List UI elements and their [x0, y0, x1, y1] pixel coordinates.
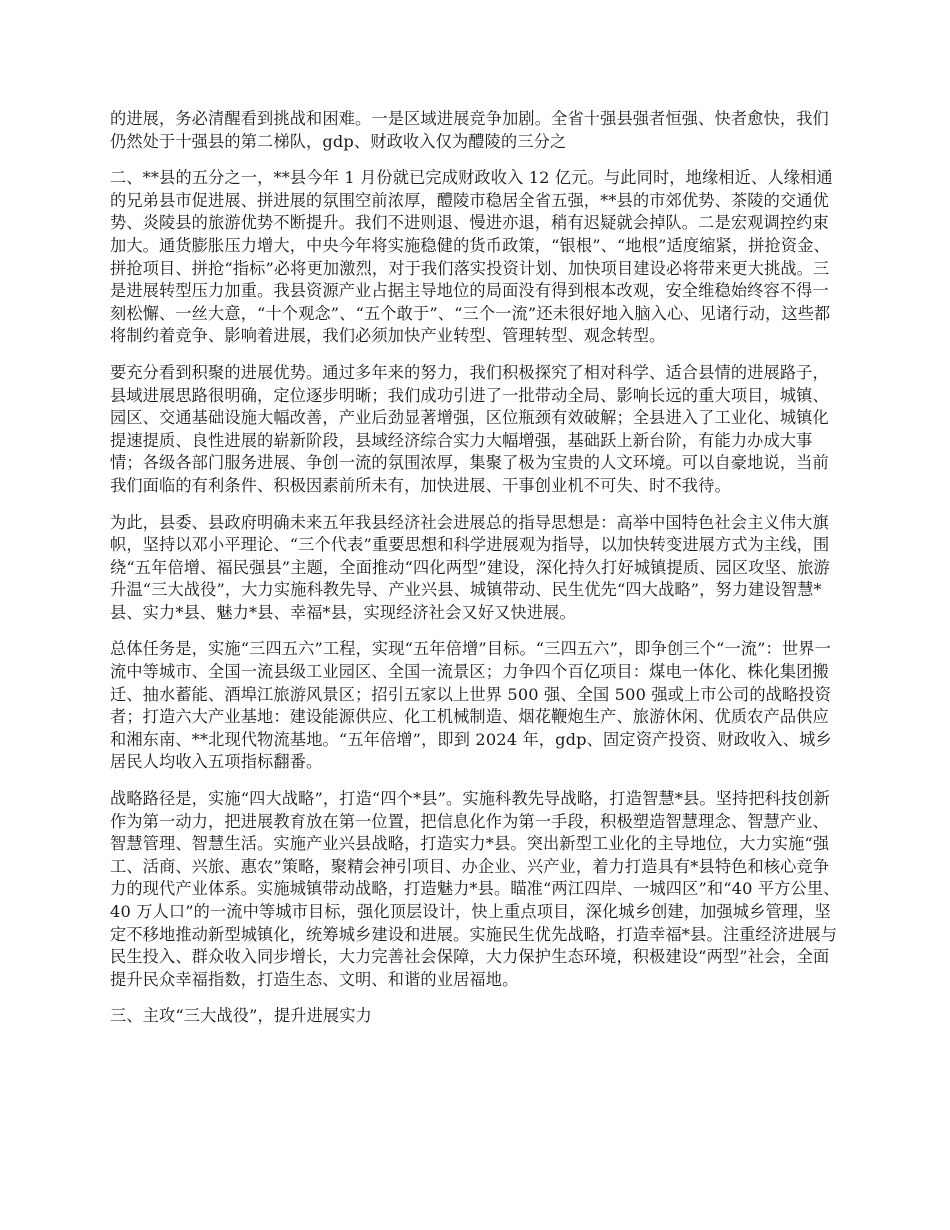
paragraph-guiding-ideology: 为此，县委、县政府明确未来五年我县经济社会进展总的指导思想是：高举中国特色社会主义伟大旗帜，坚持以邓小平理论、“三个代表”重要思想和科学进展观为指导，以加快转变进展方式为主线，围绕“五年倍增、福民强县”主题，全面推动“四化两型”建设，深化持久打好城镇提质、园区攻坚、旅游升温“三大战役”，大力实施科教先导、产业兴县、城镇带动、民生优先“四大战略”，努力建设智慧*县、实力*县、魅力*县、幸福*县，实现经济社会又好又快进展。: [110, 512, 830, 622]
paragraph-development-advantages: 要充分看到积聚的进展优势。通过多年来的努力，我们积极探究了相对科学、适合县情的进展路子，县域进展思路很明确，定位逐步明晰；我们成功引进了一批带动全局、影响长远的重大项目，城镇、园区、交通基础设施大幅改善，产业后劲显著增强，区位瓶颈有效破解；全县进入了工业化、城镇化提速提质、良性进展的崭新阶段，县域经济综合实力大幅增强，基础跃上新台阶，有能力办成大事情；各级各部门服务进展、争创一流的氛围浓厚，集聚了极为宝贵的人文环境。可以自豪地说，当前我们面临的有利条件、积极因素前所未有，加快进展、干事创业机不可失、时不我待。: [110, 362, 829, 495]
paragraph-competition-pressure: 二、**县的五分之一，**县今年 1 月份就已完成财政收入 12 亿元。与此同时，地缘相近、人缘相通的兄弟县市促进展、拼进展的氛围空前浓厚，醴陵市稳居全省五强，**县的市郊优势、茶陵的交通优势、炎陵县的旅游优势不断提升。我们不进则退、慢进亦退，稍有迟疑就会掉队。二是宏观调控约束加大。通货膨胀压力增大，中央今年将实施稳健的货币政策，“银根”、“地根”适度缩紧，拼抢资金、拼抢项目、拼抢“指标”必将更加激烈，对于我们落实投资计划、加快项目建设必将带来更大挑战。三是进展转型压力加重。我县资源产业占据主导地位的局面没有得到根本改观，安全维稳始终容不得一刻松懈、一丝大意，“十个观念”、“五个敢于”、“三个一流”还未很好地入脑入心、见诸行动，这些都将制约着竞争、影响着进展，我们必须加快产业转型、管理转型、观念转型。: [110, 168, 833, 346]
section-heading-three-campaigns: 三、主攻“三大战役”，提升进展实力: [110, 1006, 372, 1026]
document-page: [110, 108, 845, 1042]
paragraph-strategy-path: 战略路径是，实施“四大战略”，打造“四个*县”。实施科教先导战略，打造智慧*县。坚持把科技创新作为第一动力，把进展教育放在第一位置，把信息化作为第一手段，积极塑造智慧理念、智慧产业、智慧管理、智慧生活。实施产业兴县战略，打造实力*县。突出新型工业化的主导地位，大力实施“强工、活商、兴旅、惠农”策略，聚精会神引项目、办企业、兴产业，着力打造具有*县特色和核心竞争力的现代产业体系。实施城镇带动战略，打造魅力*县。瞄准“两江四岸、一城四区”和“40 平方公里、40 万人口”的一流中等城市目标，强化顶层设计，快上重点项目，深化城乡创建，加强城乡管理，坚定不移地推动新型城镇化，统筹城乡建设和进展。实施民生优先战略，打造幸福*县。注重经济进展与民生投入、群众收入同步增长，大力完善社会保障，大力保护生态环境，积极建设“两型”社会，全面提升民众幸福指数，打造生态、文明、和谐的业居福地。: [110, 789, 840, 989]
paragraph-intro-challenges: 的进展，务必清醒看到挑战和困难。一是区域进展竞争加剧。全省十强县强者恒强、快者愈快，我们仍然处于十强县的第二梯队，gdp、财政收入仅为醴陵的三分之: [110, 109, 829, 151]
paragraph-overall-tasks: 总体任务是，实施“三四五六”工程，实现“五年倍增”目标。“三四五六”，即争创三个“一流”：世界一流中等城市、全国一流县级工业园区、全国一流景区；力争四个百亿项目：煤电一体化、株化集团搬迁、抽水蓄能、酒埠江旅游风景区；招引五家以上世界 500 强、全国 500 强或上市公司的战略投资者；打造六大产业基地：建设能源供应、化工机械制造、烟花鞭炮生产、旅游休闲、优质农产品供应和湘东南、**北现代物流基地。“五年倍增”，即到 2024 年，gdp、固定资产投资、财政收入、城乡居民人均收入五项指标翻番。: [110, 639, 832, 772]
